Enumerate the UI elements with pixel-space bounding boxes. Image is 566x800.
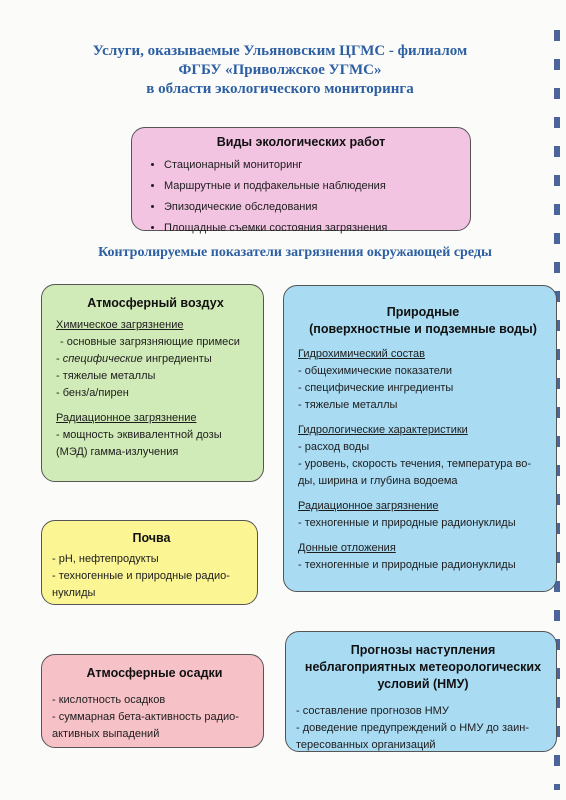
atmospheric-air-title: Атмосферный воздух bbox=[87, 296, 224, 310]
water-hydro-heading: Гидрологические характеристики bbox=[298, 424, 468, 436]
page-title-line-1: Услуги, оказываемые Ульяновским ЦГМС - филиалом bbox=[92, 43, 468, 59]
works-item-4: • Площадные съемки состояния загрязнения bbox=[164, 220, 460, 237]
water-hydro-line-1: - расход воды bbox=[298, 441, 370, 453]
forecast-title bbox=[296, 642, 550, 693]
page-title-line-3: в области экологического мониторинга bbox=[146, 81, 414, 97]
natural-waters-title-line-2: (поверхностные и подземные воды) bbox=[309, 322, 537, 336]
works-types-list bbox=[142, 157, 460, 237]
water-hydro-line-2: - уровень, скорость течения, температура во- bbox=[298, 458, 531, 470]
air-chem-line-1: - основные загрязняющие примеси bbox=[60, 336, 240, 348]
precip-line-1: - кислотность осадков bbox=[52, 694, 166, 706]
air-chem-line-2: - специфические ингредиенты bbox=[56, 353, 212, 365]
water-hydrochem-line-3: - тяжелые металлы bbox=[298, 399, 398, 411]
atmospheric-air-box bbox=[41, 284, 264, 482]
water-rad-heading: Радиационное загрязнение bbox=[298, 500, 439, 512]
natural-waters-title bbox=[298, 304, 548, 338]
water-sediment-line-1: - техногенные и природные радионуклиды bbox=[298, 559, 516, 571]
forecast-line-3: тересованных организаций bbox=[296, 739, 436, 751]
page-title-line-2: ФГБУ «Приволжское УГМС» bbox=[178, 62, 382, 78]
page-title bbox=[60, 42, 500, 99]
forecast-line-1: - составление прогнозов НМУ bbox=[296, 705, 449, 717]
air-rad-line-2: (МЭД) гамма-излучения bbox=[56, 446, 179, 458]
soil-line-1: - рН, нефтепродукты bbox=[52, 553, 159, 565]
soil-line-3: нуклиды bbox=[52, 587, 96, 599]
air-chem-heading: Химическое загрязнение bbox=[56, 319, 184, 331]
forecast-box bbox=[285, 631, 557, 752]
water-hydrochem-heading: Гидрохимический состав bbox=[298, 348, 425, 360]
works-item-2: • Маршрутные и подфакельные наблюдения bbox=[164, 178, 460, 195]
air-rad-heading: Радиационное загрязнение bbox=[56, 412, 197, 424]
works-item-3: • Эпизодические обследования bbox=[164, 199, 460, 216]
forecast-line-2: - доведение предупреждений о НМУ до заин- bbox=[296, 722, 529, 734]
air-chem-line-3: - тяжелые металлы bbox=[56, 370, 156, 382]
natural-waters-title-line-1: Природные bbox=[386, 305, 460, 319]
forecast-title-line-1: Прогнозы наступления bbox=[350, 643, 496, 657]
precip-line-3: активных выпадений bbox=[52, 728, 160, 740]
precipitation-title: Атмосферные осадки bbox=[86, 666, 223, 680]
water-hydrochem-line-1: - общехимические показатели bbox=[298, 365, 453, 377]
precip-line-2: - суммарная бета-активность радио- bbox=[52, 711, 239, 723]
forecast-title-line-3: условий (НМУ) bbox=[377, 677, 469, 691]
precipitation-box bbox=[41, 654, 264, 748]
water-hydro-line-3: ды, ширина и глубина водоема bbox=[298, 475, 458, 487]
works-types-box bbox=[131, 127, 471, 234]
soil-box bbox=[41, 520, 258, 605]
soil-title: Почва bbox=[132, 531, 171, 545]
air-chem-line-4: - бенз/а/пирен bbox=[56, 387, 129, 399]
section-subtitle: Контролируемые показатели загрязнения окружающей среды bbox=[98, 245, 492, 260]
forecast-title-line-2: неблагоприятных метеорологических bbox=[304, 660, 542, 674]
water-sediment-heading: Донные отложения bbox=[298, 542, 396, 554]
water-rad-line-1: - техногенные и природные радионуклиды bbox=[298, 517, 516, 529]
natural-waters-box bbox=[283, 285, 557, 592]
works-types-title: Виды экологических работ bbox=[216, 135, 386, 149]
soil-line-2: - техногенные и природные радио- bbox=[52, 570, 230, 582]
works-item-1: • Стационарный мониторинг bbox=[164, 157, 460, 174]
water-hydrochem-line-2: - специфические ингредиенты bbox=[298, 382, 454, 394]
air-rad-line-1: - мощность эквивалентной дозы bbox=[56, 429, 222, 441]
